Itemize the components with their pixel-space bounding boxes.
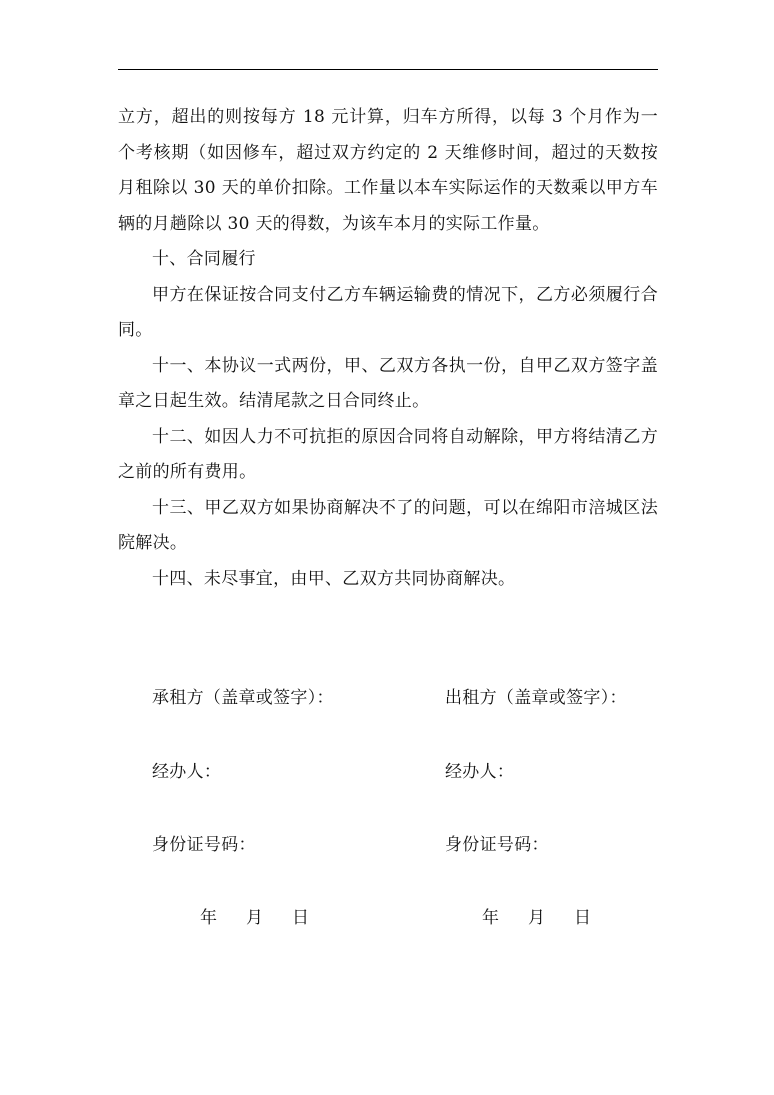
clause-14: 十四、未尽事宜，由甲、乙双方共同协商解决。 [152,568,516,589]
lessee-date [200,906,309,930]
paragraph-performance: 甲方在保证按合同支付乙方车辆运输费的情况下，乙方必须履行合同。 [118,284,658,340]
contract-body [118,100,658,597]
lessee-date-year: 年 [200,908,218,928]
lessee-date-month: 月 [246,908,264,928]
lessee-party-label: 承租方（盖章或签字）： [152,688,334,708]
lessee-agent-label: 经办人： [152,762,222,782]
lessor-date-month: 月 [528,908,546,928]
lessor-date-day: 日 [574,908,592,928]
clause-12: 十二、如因人力不可抗拒的原因合同将自动解除，甲方将结清乙方之前的所有费用。 [118,426,658,482]
section-heading-performance: 十、合同履行 [152,249,256,269]
lessee-date-day: 日 [292,908,310,928]
lessor-date-year: 年 [482,908,500,928]
clause-11: 十一、本协议一式两份，甲、乙双方各执一份，自甲乙双方签字盖章之日起生效。结清尾款之日合同终止。 [118,355,658,411]
lessor-id-label: 身份证号码： [445,835,549,855]
lessor-party-label: 出租方（盖章或签字）： [445,688,627,708]
lessor-date [482,906,591,930]
lessor-agent-label: 经办人： [445,762,515,782]
paragraph-continuation: 立方，超出的则按每方 18 元计算，归车方所得，以每 3 个月作为一个考核期（如因修车，超过双方约定的 2 天维修时间，超过的天数按月租除以 30 天的单价扣除。工作量以本车实际运作的天数乘以甲方车辆的月趟除以 30 天的得数，为该车本月的实际工作量。 [118,107,658,234]
header-rule [118,69,658,70]
lessee-id-label: 身份证号码： [152,835,256,855]
clause-13: 十三、甲乙双方如果协商解决不了的问题，可以在绵阳市涪城区法院解决。 [118,497,658,553]
